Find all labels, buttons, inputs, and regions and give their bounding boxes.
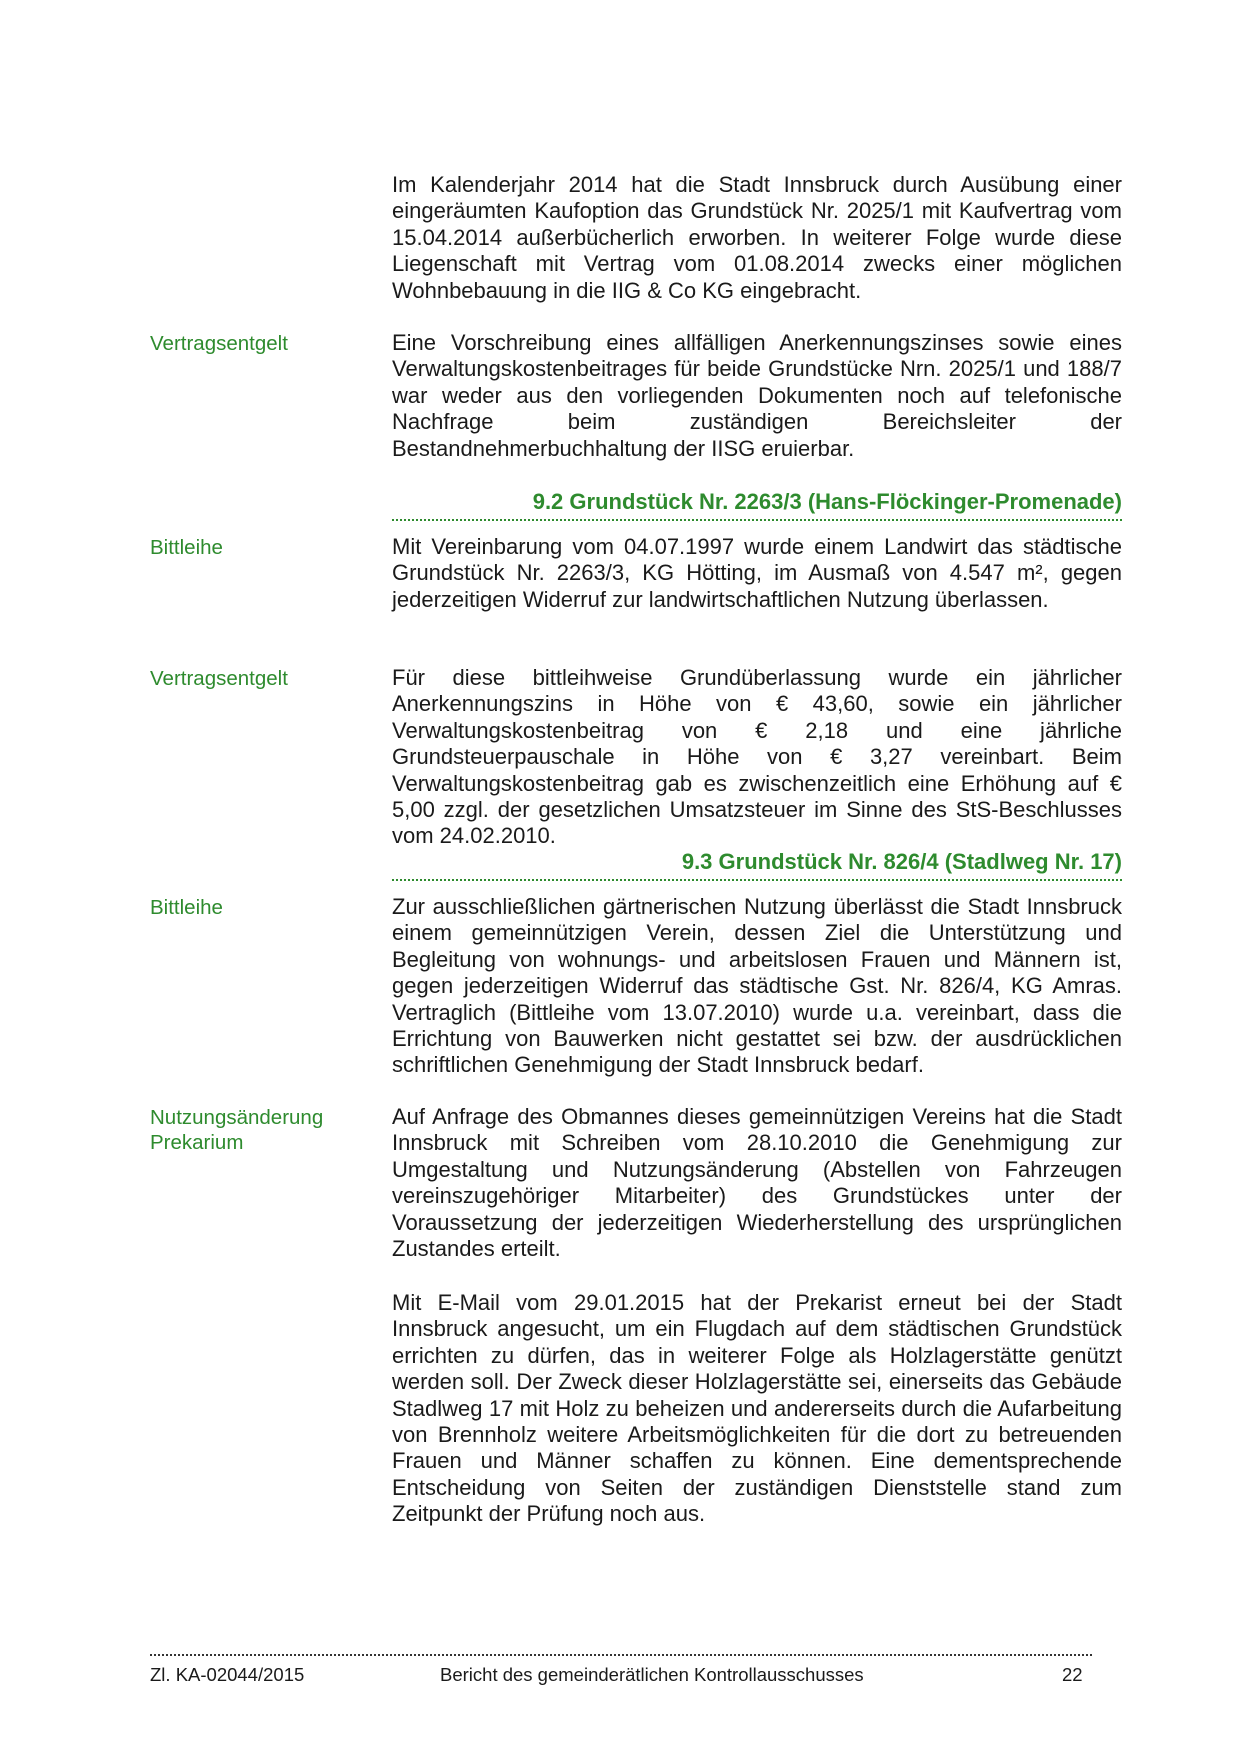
page-number: 22 (1062, 1664, 1083, 1685)
margin-label-bittleihe: Bittleihe (150, 536, 223, 559)
paragraph-garden-use: Zur ausschließlichen gärtnerischen Nutzung überlässt die Stadt Innsbruck einem gemeinnützigen Verein, dessen Ziel die Unterstützung und Begleitung von wohnungs- und arbeitslosen Frauen und Männern ist, gegen jederzeitigen Widerruf das städtische Gst. Nr. 826/4, KG Amras. Vertraglich (Bittleihe vom 13.07.2010) wurde u.a. vereinbart, dass die Errichtung von Bauwerken nicht gestattet sei bzw. der ausdrücklichen schriftlichen Genehmigung der Stadt Innsbruck bedarf. (392, 894, 1122, 1078)
margin-label-nutzungsaenderung: Nutzungsänderung (150, 1106, 324, 1129)
footer-title: Bericht des gemeinderätlichen Kontrollausschusses (440, 1664, 864, 1685)
paragraph-no-fee-found: Eine Vorschreibung eines allfälligen Anerkennungszinses sowie eines Verwaltungskostenbeitrages für beide Grundstücke Nrn. 2025/1 und 188/7 war weder aus den vorliegenden Dokumenten noch auf telefonische Nachfrage beim zuständigen Bereichsleiter der Bestandnehmerbuchhaltung der IISG eruierbar. (392, 330, 1122, 461)
paragraph-purchase-option: Im Kalenderjahr 2014 hat die Stadt Innsbruck durch Ausübung einer eingeräumten Kaufoption das Grundstück Nr. 2025/1 mit Kaufvertrag vom 15.04.2014 außerbücherlich erworben. In weiterer Folge wurde diese Liegenschaft mit Vertrag vom 01.08.2014 zwecks einer möglichen Wohnbebauung in die IIG & Co KG eingebracht. (392, 172, 1122, 303)
paragraph-approval-2010: Auf Anfrage des Obmannes dieses gemeinnützigen Vereins hat die Stadt Innsbruck mit Schreiben vom 28.10.2010 die Genehmigung zur Umgestaltung und Nutzungsänderung (Abstellen von Fahrzeugen vereinszugehöriger Mitarbeiter) des Grundstückes unter der Voraussetzung der jederzeitigen Wiederherstellung des ursprünglichen Zustandes erteilt. (392, 1104, 1122, 1262)
section-heading-9-3: 9.3 Grundstück Nr. 826/4 (Stadlweg Nr. 17) (392, 848, 1122, 881)
paragraph-agreement-1997: Mit Vereinbarung vom 04.07.1997 wurde einem Landwirt das städtische Grundstück Nr. 2263/3, KG Hötting, im Ausmaß von 4.547 m², gegen jederzeitigen Widerruf zur landwirtschaftlichen Nutzung überlassen. (392, 534, 1122, 612)
footer-reference: Zl. KA-02044/2015 (150, 1664, 305, 1685)
margin-label-vertragsentgelt: Vertragsentgelt (150, 667, 288, 690)
section-heading-9-2: 9.2 Grundstück Nr. 2263/3 (Hans-Flöckinger-Promenade) (392, 488, 1122, 521)
footer-divider (150, 1654, 1092, 1656)
margin-label-vertragsentgelt: Vertragsentgelt (150, 332, 288, 355)
margin-label-bittleihe: Bittleihe (150, 896, 223, 919)
paragraph-email-2015: Mit E-Mail vom 29.01.2015 hat der Prekarist erneut bei der Stadt Innsbruck angesucht, um ein Flugdach auf dem städtischen Grundstück errichten zu dürfen, das in weiterer Folge als Holzlagerstätte genützt werden soll. Der Zweck dieser Holzlagerstätte sei, einerseits das Gebäude Stadlweg 17 mit Holz zu beheizen und andererseits durch die Aufarbeitung von Brennholz weitere Arbeitsmöglichkeiten für die dort zu betreuenden Frauen und Männer schaffen zu können. Eine dementsprechende Entscheidung von Seiten der zuständigen Dienststelle stand zum Zeitpunkt der Prüfung noch aus. (392, 1290, 1122, 1527)
margin-label-nutzungsaenderung-prekarium (150, 1105, 370, 1155)
margin-label-prekarium: Prekarium (150, 1131, 244, 1154)
paragraph-fees: Für diese bittleihweise Grundüberlassung wurde ein jährlicher Anerkennungszins in Höhe von € 43,60, sowie ein jährlicher Verwaltungskostenbeitrag von € 2,18 und eine jährliche Grundsteuerpauschale in Höhe von € 3,27 vereinbart. Beim Verwaltungskostenbeitrag gab es zwischenzeitlich eine Erhöhung auf € 5,00 zzgl. der gesetzlichen Umsatzsteuer im Sinne des StS-Beschlusses vom 24.02.2010. (392, 665, 1122, 849)
